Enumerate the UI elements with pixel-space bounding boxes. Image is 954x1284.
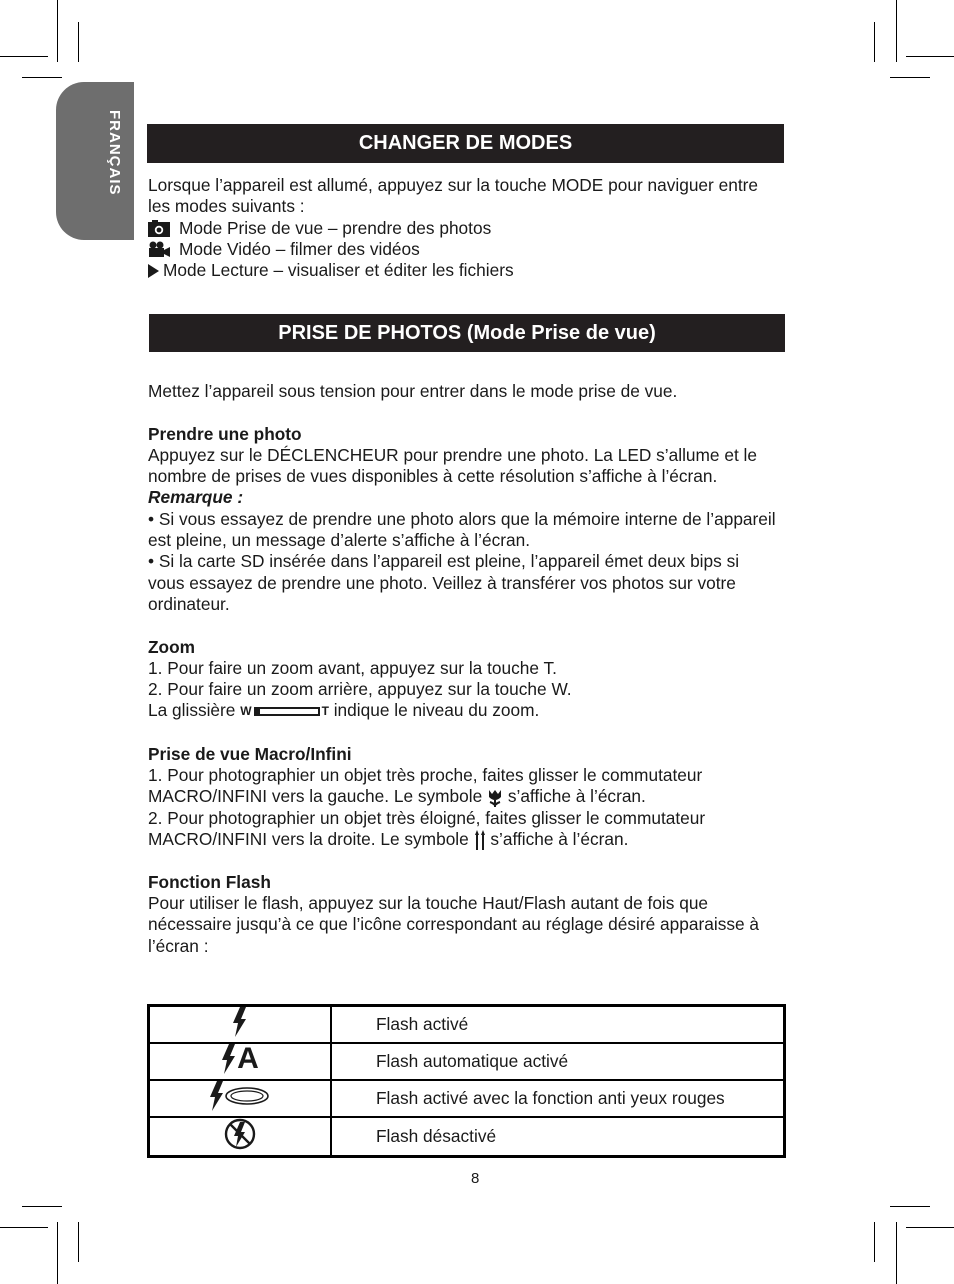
take-photo-body: Appuyez sur le DÉCLENCHEUR pour prendre une photo. La LED s’allume et le nombre de prises de vues disponibles à cette résolution s’affiche à l’écran.	[148, 444, 757, 487]
photo-section-body	[148, 381, 778, 957]
modes-intro: Lorsque l’appareil est allumé, appuyez sur la touche MODE pour naviguer entre les modes suivants :	[148, 175, 758, 217]
zoom-slider-prefix: La glissière	[148, 700, 236, 721]
flash-icon-cell	[149, 1080, 332, 1117]
zoom-slider-suffix: indique le niveau du zoom.	[333, 700, 540, 721]
modes-block	[148, 175, 778, 281]
flash-auto-letter: A	[237, 1042, 259, 1075]
mode-item-video	[148, 239, 778, 260]
section-title-prise-de-photos: PRISE DE PHOTOS (Mode Prise de vue)	[149, 314, 785, 352]
zoom-step: 1. Pour faire un zoom avant, appuyez sur la touche T.	[148, 657, 557, 678]
zoom-heading: Zoom	[148, 636, 196, 657]
macro-step1-text: 1. Pour photographier un objet très proche, faites glisser le commutateur MACRO/INFINI vers la gauche. Le symbole	[148, 765, 703, 807]
table-row	[149, 1006, 785, 1044]
flash-off-icon	[224, 1118, 256, 1150]
flash-heading: Fonction Flash	[148, 871, 271, 892]
flash-body: Pour utiliser le flash, appuyez sur la touche Haut/Flash autant de fois que nécessaire jusqu’à ce que l’icône correspondant au réglage désiré apparaisse à l’écran :	[148, 893, 759, 956]
crop-mark	[896, 1222, 897, 1284]
mode-playback-label: Mode Lecture – visualiser et éditer les fichiers	[163, 260, 514, 281]
zoom-slider-line	[148, 700, 778, 722]
flash-red-eye-icon	[209, 1081, 271, 1111]
infinity-mountain-icon	[474, 830, 486, 850]
note-item: • Si vous essayez de prendre une photo alors que la mémoire interne de l’appareil est pleine, un message d’alerte s’affiche à l’écran.	[148, 508, 776, 551]
mode-video-label: Mode Vidéo – filmer des vidéos	[179, 238, 420, 259]
crop-mark	[874, 22, 875, 62]
crop-mark	[890, 77, 930, 78]
macro-flower-icon	[487, 789, 503, 807]
camera-icon	[148, 220, 170, 237]
macro-heading: Prise de vue Macro/Infini	[148, 743, 352, 764]
note-item: • Si la carte SD insérée dans l’appareil est pleine, l’appareil émet deux bips si vous essayez de prendre une photo. Veillez à transférer vos photos sur votre ordinateur.	[148, 551, 740, 614]
take-photo-heading: Prendre une photo	[148, 423, 302, 444]
flash-modes-table	[147, 1004, 786, 1158]
crop-mark	[874, 1222, 875, 1262]
zoom-step: 2. Pour faire un zoom arrière, appuyez sur la touche W.	[148, 679, 572, 700]
note-heading: Remarque :	[148, 487, 244, 508]
macro-step1-suffix: s’affiche à l’écran.	[507, 786, 646, 807]
crop-mark	[57, 0, 58, 62]
zoom-track	[254, 707, 320, 716]
video-camera-icon	[148, 241, 170, 258]
flash-on-icon	[232, 1007, 248, 1037]
crop-mark	[22, 1206, 62, 1207]
zoom-t-label: T	[321, 704, 329, 719]
macro-step2-suffix: s’affiche à l’écran.	[490, 829, 629, 850]
zoom-w-label: W	[240, 704, 252, 719]
flash-auto-icon	[221, 1044, 259, 1074]
zoom-slider-icon	[240, 701, 329, 722]
flash-mode-label: Flash désactivé	[331, 1117, 785, 1157]
crop-mark	[78, 1222, 79, 1262]
page-number: 8	[471, 1170, 480, 1187]
flash-icon-cell	[149, 1006, 332, 1044]
flash-icon-cell	[149, 1043, 332, 1080]
section-title-changer-modes: CHANGER DE MODES	[147, 124, 784, 163]
flash-mode-label: Flash activé avec la fonction anti yeux rouges	[331, 1080, 785, 1117]
crop-mark	[906, 56, 954, 57]
crop-mark	[896, 0, 897, 62]
macro-step2-text: 2. Pour photographier un objet très éloigné, faites glisser le commutateur MACRO/INFINI vers la droite. Le symbole	[148, 807, 706, 850]
crop-mark	[57, 1222, 58, 1284]
table-row	[149, 1043, 785, 1080]
play-icon	[148, 264, 159, 278]
mode-item-photo	[148, 218, 778, 239]
flash-mode-label: Flash activé	[331, 1006, 785, 1044]
flash-icon-cell	[149, 1117, 332, 1157]
crop-mark	[906, 1227, 954, 1228]
flash-bolt-icon	[221, 1044, 237, 1074]
flash-mode-label: Flash automatique activé	[331, 1043, 785, 1080]
mode-photo-label: Mode Prise de vue – prendre des photos	[179, 217, 492, 238]
crop-mark	[78, 22, 79, 62]
table-row	[149, 1080, 785, 1117]
crop-mark	[0, 56, 48, 57]
mode-item-playback	[148, 260, 778, 281]
table-row	[149, 1117, 785, 1157]
crop-mark	[22, 77, 62, 78]
macro-step	[148, 808, 778, 851]
photo-intro: Mettez l’appareil sous tension pour entrer dans le mode prise de vue.	[148, 381, 678, 401]
language-label: FRANÇAIS	[106, 110, 123, 196]
macro-step	[148, 765, 778, 808]
crop-mark	[0, 1227, 48, 1228]
crop-mark	[890, 1206, 930, 1207]
